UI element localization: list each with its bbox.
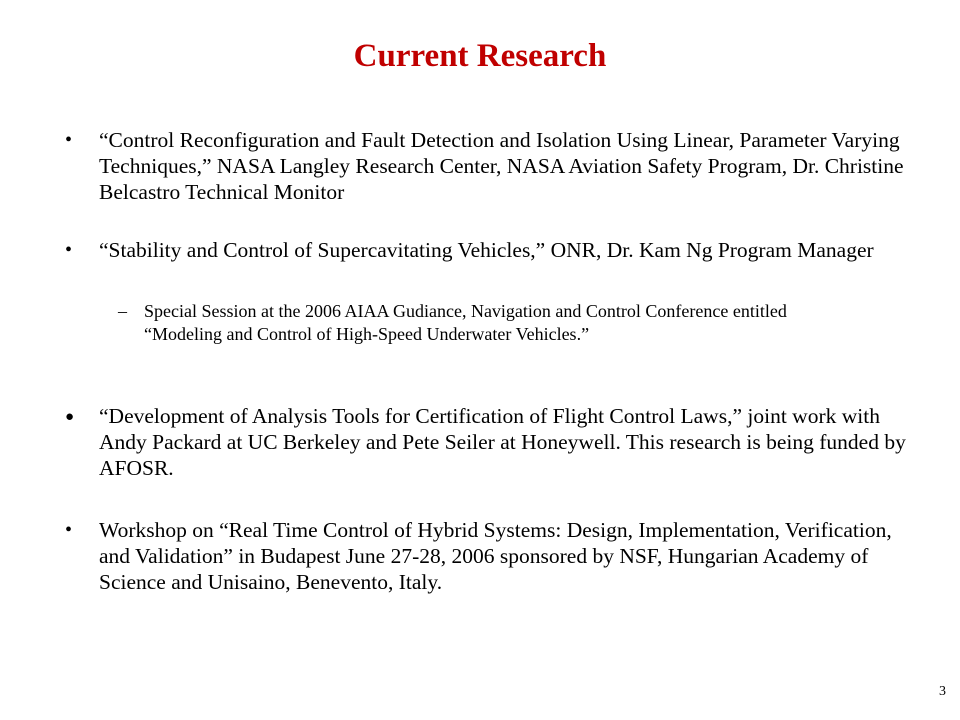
bullet-text: “Stability and Control of Supercavitating Vehicles,” ONR, Dr. Kam Ng Program Manager bbox=[99, 238, 874, 262]
bullet-text: “Development of Analysis Tools for Certification of Flight Control Laws,” joint work with Andy Packard at UC Berkeley and Pete Seiler at Honeywell. This research is being funded by AFOSR. bbox=[99, 404, 906, 480]
bullet-item-nasa-lpv bbox=[65, 127, 920, 205]
slide-title: Current Research bbox=[353, 38, 607, 74]
page-number: 3 bbox=[939, 684, 946, 699]
bullet-marker: • bbox=[65, 239, 73, 261]
bullet-marker: • bbox=[65, 519, 73, 541]
bullet-item-supercavitating bbox=[65, 237, 920, 263]
sub-bullet-text: Special Session at the 2006 AIAA Gudiance, Navigation and Control Conference entitled “Modeling and Control of High-Speed Underwater Vehicles.” bbox=[144, 301, 787, 344]
bullet-text: Workshop on “Real Time Control of Hybrid Systems: Design, Implementation, Verification, and Validation” in Budapest June 27-28, 2006 sponsored by NSF, Hungarian Academy of Science and Unisaino, Benevento, Italy. bbox=[99, 518, 892, 594]
bullet-marker: • bbox=[65, 129, 73, 151]
bullet-item-flight-control-tools bbox=[65, 403, 920, 481]
bullet-marker: ● bbox=[65, 409, 75, 425]
bullet-item-hybrid-workshop bbox=[65, 517, 920, 595]
sub-bullet-marker: – bbox=[118, 301, 127, 321]
sub-item-special-session bbox=[118, 300, 838, 346]
bullet-text: “Control Reconfiguration and Fault Detection and Isolation Using Linear, Parameter Varying Techniques,” NASA Langley Research Center, NASA Aviation Safety Program, Dr. Christine Belcastro Technical Monitor bbox=[99, 128, 904, 204]
